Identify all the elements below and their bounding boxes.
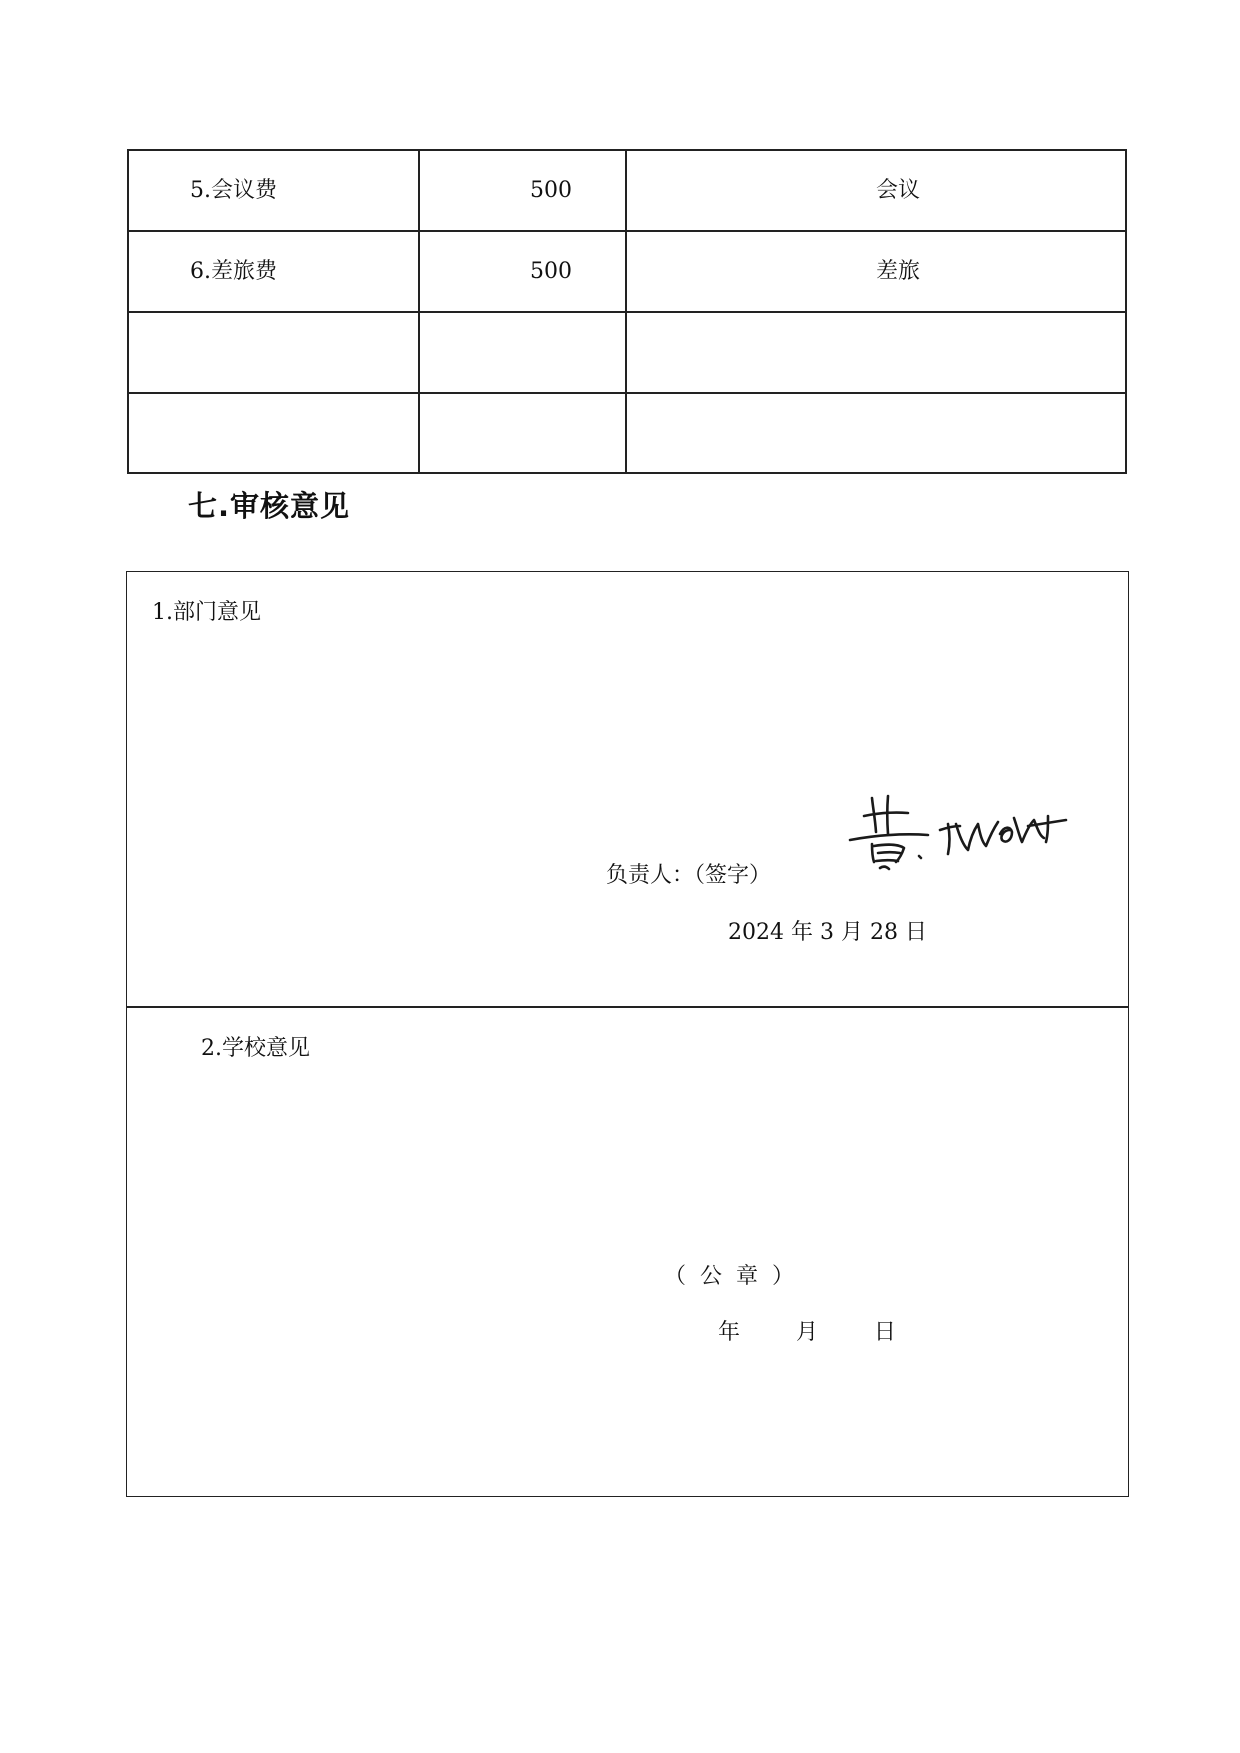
signer-label: 负责人：（签字） <box>606 863 772 888</box>
school-opinion-label: 2.学校意见 <box>201 1036 310 1061</box>
department-date: 2024 年 3 月 28 日 <box>728 920 927 945</box>
amount-cell: 500 <box>530 259 572 284</box>
table-rule <box>625 149 627 474</box>
table-rule <box>127 392 1127 394</box>
table-rule <box>127 149 1127 151</box>
table-rule <box>127 311 1127 313</box>
handwritten-signature <box>842 786 1072 874</box>
department-opinion-label: 1.部门意见 <box>152 600 261 625</box>
school-opinion-box <box>126 1006 1129 1497</box>
note-cell: 会议 <box>876 178 921 203</box>
table-rule <box>1125 149 1127 474</box>
amount-cell: 500 <box>530 178 572 203</box>
note-cell: 差旅 <box>876 259 921 284</box>
table-rule <box>127 472 1127 474</box>
table-rule <box>418 149 420 474</box>
section-title: 七.审核意见 <box>188 489 351 523</box>
item-cell: 5.会议费 <box>190 178 277 203</box>
item-cell: 6.差旅费 <box>190 259 277 284</box>
table-rule <box>127 149 129 474</box>
school-date-blank: 年 月 日 <box>718 1320 896 1345</box>
table-rule <box>127 230 1127 232</box>
official-seal-label: （ 公 章 ） <box>664 1264 794 1289</box>
